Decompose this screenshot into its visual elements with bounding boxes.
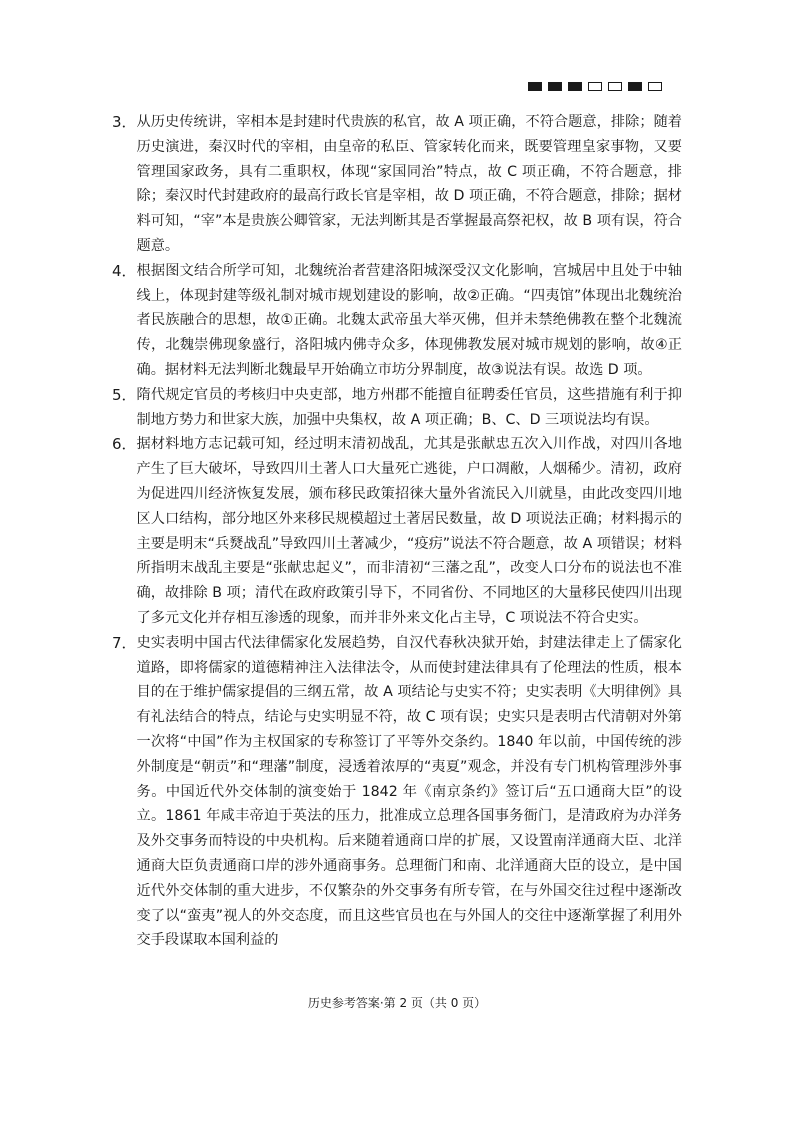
answer-text: 根据图文结合所学可知，北魏统治者营建洛阳城深受汉文化影响，宫城居中且处于中轴线上，体现封建等级礼制对城市规划建设的影响，故②正确。“四夷馆”体现出北魏统治者民族融合的思想，故①正确。北魏太武帝虽大举灭佛，但并未禁绝佛教在整个北魏流传，北魏崇佛现象盛行，洛阳城内佛寺众多，体现佛教发展对城市规划的影响，故④正确。据材料无法判断北魏最早开始确立市坊分界制度，故③说法有误。故选 D 项。 — [136, 262, 682, 378]
answer-number: 4． — [112, 261, 137, 280]
header-marks — [528, 82, 662, 92]
header-mark-6 — [628, 82, 642, 91]
answer-number: 3． — [112, 113, 137, 131]
answer-item-4 — [112, 259, 682, 383]
answer-number: 7． — [112, 633, 137, 652]
answer-text: 隋代规定官员的考核归中央吏部，地方州郡不能擅自征聘委任官员，这些措施有利于抑制地方势力和世家大族，加强中央集权，故 A 项正确；B、C、D 三项说法均有误。 — [136, 386, 682, 428]
answer-list — [112, 110, 682, 953]
answer-item-6 — [112, 432, 682, 630]
header-mark-4 — [588, 82, 602, 91]
answer-number: 5． — [112, 385, 137, 404]
header-mark-2 — [548, 82, 562, 91]
answer-text: 史实表明中国古代法律儒家化发展趋势，自汉代春秋决狱开始，封建法律走上了儒家化道路，即将儒家的道德精神注入法律法令，从而使封建法律具有了伦理法的性质，根本目的在于维护儒家提倡的三纲五常，故 A 项结论与史实不符；史实表明《大明律例》具有礼法结合的特点，结论与史实明显不符，故 C 项有误；史实只是表明古代清朝对外第一次将“中国”作为主权国家的专称签订了平等外交条约。1840 年以前，中国传统的涉外制度是“朝贡”和“理藩”制度，浸透着浓厚的“夷夏”观念，并没有专门机构管理涉外事务。中国近代外交体制的演变始于 1842 年《南京条约》签订后“五口通商大臣”的设立。1861 年咸丰帝迫于英法的压力，批准成立总理各国事务衙门，是清政府为办洋务及外交事务而特设的中央机构。后来随着通商口岸的扩展，又设置南洋通商大臣、北洋通商大臣负责通商口岸的涉外通商事务。总理衙门和南、北洋通商大臣的设立，是中国近代外交体制的重大进步，不仅繁杂的外交事务有所专管，在与外国交往过程中逐渐改变了以“蛮夷”视人的外交态度，而且这些官员也在与外国人的交往中逐渐掌握了利用外交手段谋取本国利益的 — [136, 634, 682, 949]
answer-item-7 — [112, 631, 682, 953]
header-mark-3 — [568, 82, 582, 91]
page-footer: 历史参考答案·第 2 页（共 0 页） — [307, 996, 487, 1010]
header-mark-7 — [648, 82, 662, 91]
header-mark-5 — [608, 82, 622, 91]
answer-item-3 — [112, 110, 682, 259]
answer-text: 从历史传统讲，宰相本是封建时代贵族的私官，故 A 项正确，不符合题意，排除；随着历史演进，秦汉时代的宰相，由皇帝的私臣、管家转化而来，既要管理皇家事物，又要管理国家政务，具有二重职权，体现“家国同治”特点，故 C 项正确，不符合题意，排除；秦汉时代封建政府的最高行政长官是宰相，故 D 项正确，不符合题意，排除；据材料可知，“宰”本是贵族公卿管家，无法判断其是否掌握最高祭祀权，故 B 项有误，符合题意。 — [136, 114, 682, 254]
answer-item-5 — [112, 383, 682, 433]
answer-number: 6． — [112, 435, 137, 454]
header-mark-1 — [528, 82, 542, 91]
answer-text: 据材料地方志记载可知，经过明末清初战乱，尤其是张献忠五次入川作战，对四川各地产生了巨大破坏，导致四川土著人口大量死亡逃徙，户口凋敝，人烟稀少。清初，政府为促进四川经济恢复发展，颁布移民政策招徕大量外省流民入川就垦，由此改变四川地区人口结构，部分地区外来移民规模超过土著居民数量，故 D 项说法正确；材料揭示的主要是明末“兵燹战乱”导致四川土著减少，“疫疠”说法不符合题意，故 A 项错误；材料所指明末战乱主要是“张献忠起义”，而非清初“三藩之乱”，改变人口分布的说法也不准确，故排除 B 项；清代在政府政策引导下，不同省份、不同地区的大量移民使四川出现了多元文化并存相互渗透的现象，而并非外来文化占主导，C 项说法不符合史实。 — [136, 436, 682, 626]
